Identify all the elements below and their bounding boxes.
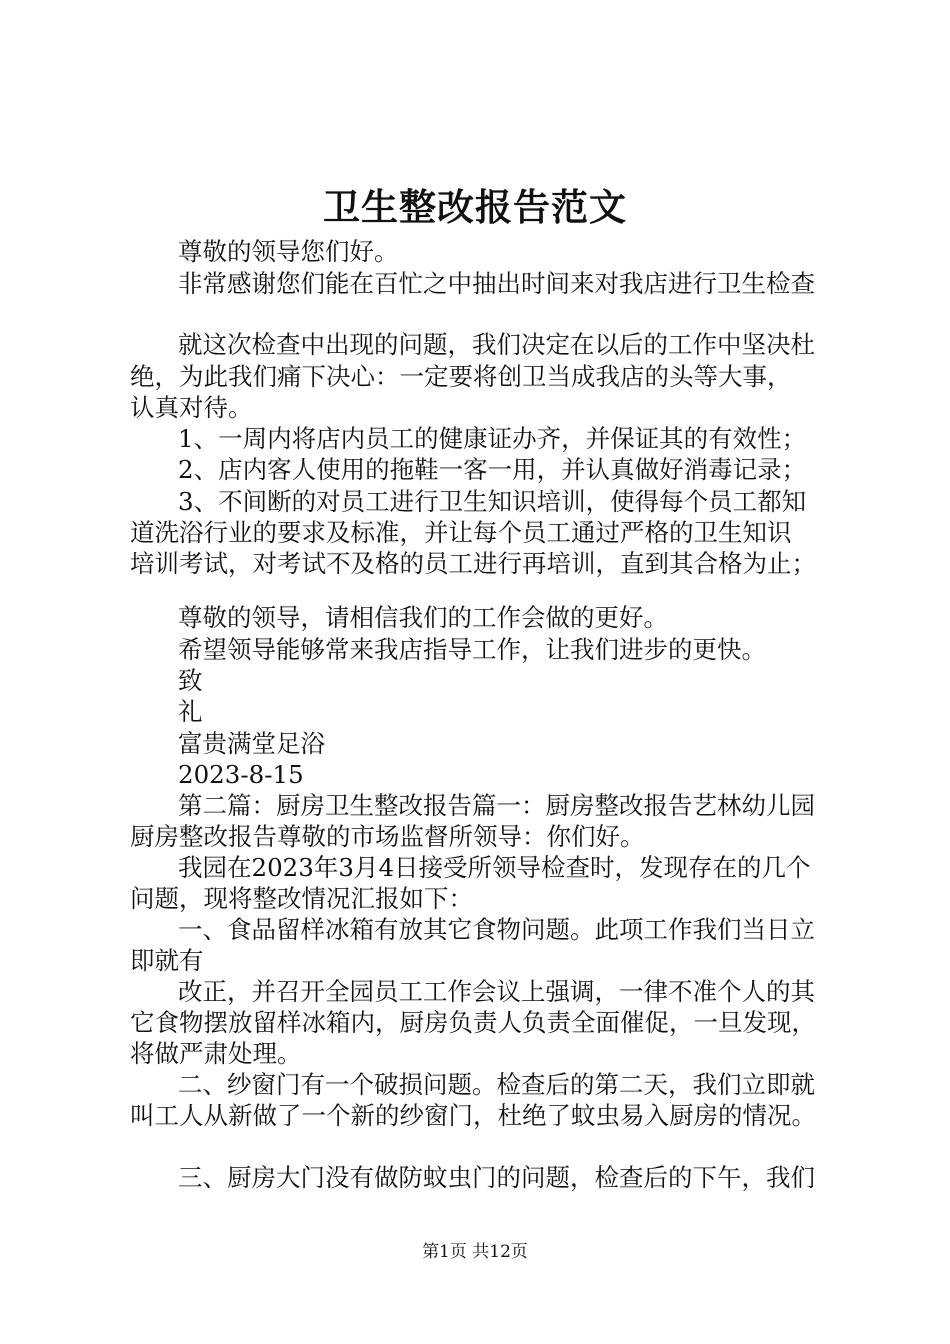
paragraph-line: 尊敬的领导，请相信我们的工作会做的更好。 xyxy=(178,603,668,632)
paragraph-line: 2、店内客人使用的拖鞋一客一用，并认真做好消毒记录； xyxy=(178,455,807,484)
paragraph-line: 非常感谢您们能在百忙之中抽出时间来对我店进行卫生检查 xyxy=(178,269,815,298)
paragraph-line: 第二篇：厨房卫生整改报告篇一：厨房整改报告艺林幼儿园 xyxy=(178,791,815,820)
paragraph-line: 三、厨房大门没有做防蚊虫门的问题，检查后的下午，我们 xyxy=(178,1163,815,1192)
paragraph-line: 改正，并召开全园员工工作会议上强调，一律不准个人的其 xyxy=(178,977,815,1006)
paragraph-line: 厨房整改报告尊敬的市场监督所领导：你们好。 xyxy=(130,822,645,851)
paragraph-line: 就这次检查中出现的问题，我们决定在以后的工作中坚决杜 xyxy=(178,330,815,359)
page-number-footer: 第1页 共12页 xyxy=(422,1242,528,1262)
paragraph-line: 2023-8-15 xyxy=(178,760,304,789)
paragraph-line: 即就有 xyxy=(130,946,204,975)
paragraph-line: 叫工人从新做了一个新的纱窗门，杜绝了蚊虫易入厨房的情况。 xyxy=(130,1101,816,1130)
paragraph-line: 富贵满堂足浴 xyxy=(178,729,325,758)
paragraph-line: 致 xyxy=(178,666,203,695)
document-title: 卫生整改报告范文 xyxy=(323,185,627,229)
paragraph-line: 认真对待。 xyxy=(130,393,253,422)
paragraph-line: 礼 xyxy=(178,697,203,726)
paragraph-line: 我园在2023年3月4日接受所领导检查时，发现存在的几个 xyxy=(178,853,811,882)
paragraph-line: 培训考试，对考试不及格的员工进行再培训，直到其合格为止； xyxy=(130,549,816,578)
paragraph-line: 希望领导能够常来我店指导工作，让我们进步的更快。 xyxy=(178,635,766,664)
paragraph-line: 问题，现将整改情况汇报如下： xyxy=(130,884,473,913)
paragraph-line: 道洗浴行业的要求及标准，并让每个员工通过严格的卫生知识 xyxy=(130,518,792,547)
paragraph-line: 3、不间断的对员工进行卫生知识培训，使得每个员工都知 xyxy=(178,487,807,516)
paragraph-line: 一、食品留样冰箱有放其它食物问题。此项工作我们当日立 xyxy=(178,915,815,944)
paragraph-line: 尊敬的领导您们好。 xyxy=(178,237,399,266)
paragraph-line: 1、一周内将店内员工的健康证办齐，并保证其的有效性； xyxy=(178,424,807,453)
paragraph-line: 它食物摆放留样冰箱内，厨房负责人负责全面催促，一旦发现， xyxy=(130,1008,816,1037)
paragraph-line: 将做严肃处理。 xyxy=(130,1039,302,1068)
paragraph-line: 绝，为此我们痛下决心：一定要将创卫当成我店的头等大事， xyxy=(130,362,792,391)
paragraph-line: 二、纱窗门有一个破损问题。检查后的第二天，我们立即就 xyxy=(178,1070,815,1099)
